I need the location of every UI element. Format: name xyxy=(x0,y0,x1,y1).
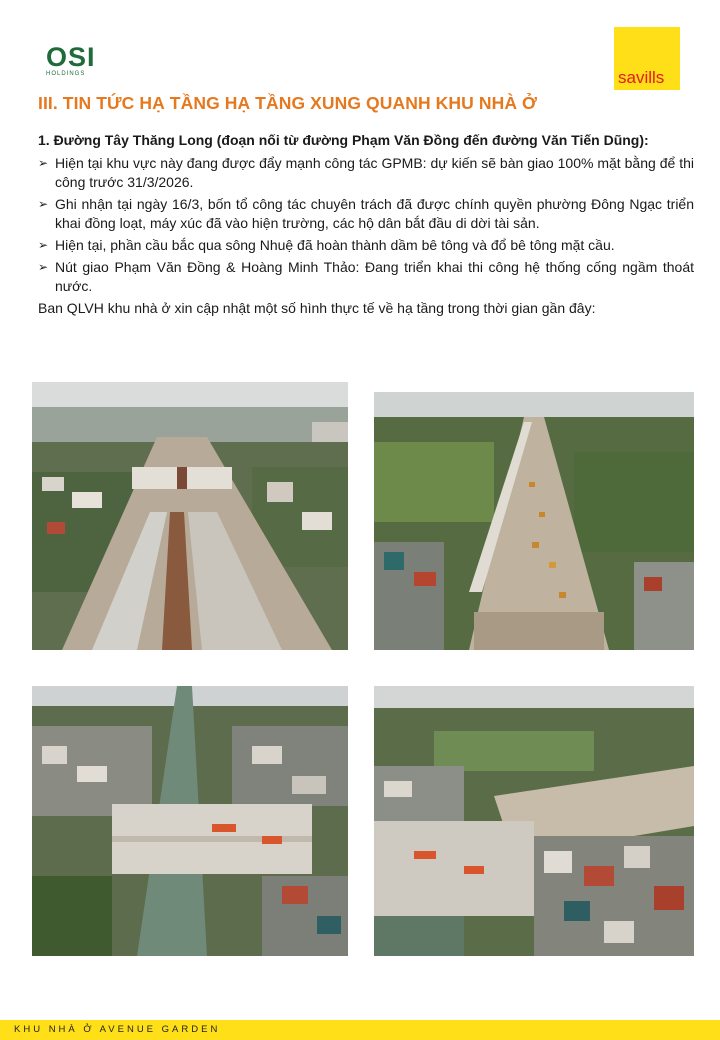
savills-logo-word: savills xyxy=(618,68,665,87)
road-construction-photo-2 xyxy=(374,392,694,650)
list-item xyxy=(38,154,694,192)
river-bridge-photo-2 xyxy=(374,686,694,956)
closing-text: Ban QLVH khu nhà ở xin cập nhật một số hình thực tế về hạ tầng trong thời gian gần đây: xyxy=(38,300,596,316)
bullet-text: Nút giao Phạm Văn Đồng & Hoàng Minh Thảo: Đang triển khai thi công hệ thống cống ngầm thoát nước. xyxy=(55,259,694,294)
bullet-list xyxy=(38,154,694,296)
bullet-text: Ghi nhận tại ngày 16/3, bốn tổ công tác chuyên trách đã được chính quyền phường Đông Ngạc triển khai đồng loạt, máy xúc đã vào hiện trường, các hộ dân bắt đầu di dời tài sản. xyxy=(55,196,694,231)
osi-logo-subtitle: HOLDINGS xyxy=(46,71,86,77)
news-content xyxy=(38,131,694,318)
list-item xyxy=(38,236,694,255)
bullet-text: Hiện tại, phần cầu bắc qua sông Nhuệ đã hoàn thành dầm bê tông và đổ bê tông mặt cầu. xyxy=(55,237,615,253)
arrow-bullet-icon: ➢ xyxy=(38,156,49,170)
arrow-bullet-icon: ➢ xyxy=(38,238,49,252)
savills-logo xyxy=(614,27,680,90)
footer-bar xyxy=(0,1020,720,1040)
osi-logo-word: OSI xyxy=(46,42,96,72)
page-title: III. TIN TỨC HẠ TẦNG HẠ TẦNG XUNG QUANH KHU NHÀ Ở xyxy=(38,93,538,113)
list-item xyxy=(38,195,694,233)
section-heading: 1. Đường Tây Thăng Long (đoạn nối từ đường Phạm Văn Đồng đến đường Văn Tiến Dũng): xyxy=(38,132,649,148)
road-construction-photo-1 xyxy=(32,382,348,650)
bullet-text: Hiện tại khu vực này đang được đẩy mạnh công tác GPMB: dự kiến sẽ bàn giao 100% mặt bằng để thi công trước 31/3/2026. xyxy=(55,155,694,190)
osi-holdings-logo xyxy=(46,44,106,82)
arrow-bullet-icon: ➢ xyxy=(38,197,49,211)
list-item xyxy=(38,258,694,296)
footer-text: KHU NHÀ Ở AVENUE GARDEN xyxy=(14,1024,221,1035)
arrow-bullet-icon: ➢ xyxy=(38,260,49,274)
river-bridge-photo-1 xyxy=(32,686,348,956)
